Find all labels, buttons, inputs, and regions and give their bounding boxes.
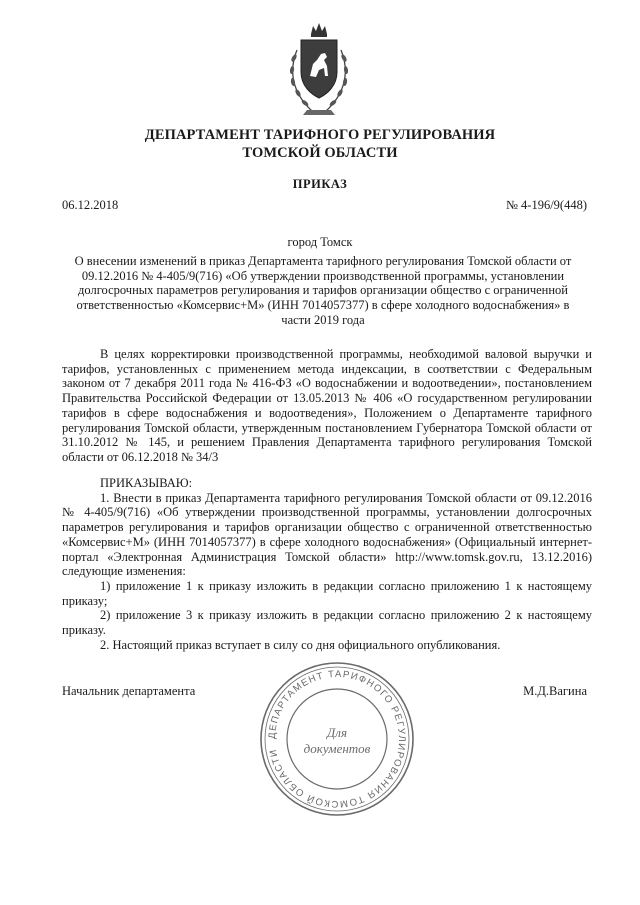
preamble-block bbox=[62, 347, 592, 465]
order-subitem-1: 1) приложение 1 к приказу изложить в редакции согласно приложению 1 к настоящему приказу; bbox=[62, 578, 592, 608]
order-item-1: 1. Внести в приказ Департамента тарифного регулирования Томской области от 09.12.2016 № 4-405/9(716) «Об утверждении производственной программы, установлении долгосрочных параметров регулирования и тарифов организации общество с ограниченной ответственностью «Комсервис+М» (ИНН 7014057377) в сфере холодного водоснабжения» (Официальный интернет-портал «Электронная Администрация Томской области» http://www.tomsk.gov.ru, 13.12.2016) следующие изменения: bbox=[62, 490, 592, 579]
order-block bbox=[62, 476, 592, 652]
department-title-line1: ДЕПАРТАМЕНТ ТАРИФНОГО РЕГУЛИРОВАНИЯ bbox=[144, 127, 496, 143]
preamble-paragraph: В целях корректировки производственной программы, необходимой валовой выручки и тарифов, установленных с применением метода индексации, в соответствии с Федеральным законом от 7 декабря 2011 года № 416-ФЗ «О водоснабжении и водоотведении», постановлением Правительства Российской Федерации от 13.05.2013 № 406 «О государственном регулировании тарифов в сфере водоснабжения и водоотведения», Положением о Департаменте тарифного регулирования Томской области, утвержденным постановлением Губернатора Томской области от 31.10.2012 № 145, и решением Правления Департамента тарифного регулирования Томской области от 06.12.2018 № 34/3 bbox=[62, 347, 592, 464]
order-heading: ПРИКАЗЫВАЮ: bbox=[100, 476, 193, 490]
document-date: 06.12.2018 bbox=[62, 198, 119, 212]
signatory-position: Начальник департамента bbox=[62, 684, 196, 698]
official-seal bbox=[257, 659, 417, 819]
svg-text:ДЕПАРТАМЕНТ ТАРИФНОГО РЕГУЛИРО: ДЕПАРТАМЕНТ ТАРИФНОГО РЕГУЛИРОВАНИЯ ТОМСКОЙ ОБЛАСТИ bbox=[266, 668, 408, 810]
svg-text:документов: документов bbox=[303, 741, 371, 756]
document-city: город Томск bbox=[287, 235, 353, 249]
document-type: ПРИКАЗ bbox=[292, 177, 348, 191]
order-subitem-2: 2) приложение 3 к приказу изложить в редакции согласно приложению 2 к настоящему приказу. bbox=[62, 608, 592, 638]
signatory-name: М.Д.Вагина bbox=[523, 684, 587, 698]
svg-text:Для: Для bbox=[327, 725, 347, 740]
order-item-2: 2. Настоящий приказ вступает в силу со дня официального опубликования. bbox=[100, 637, 501, 652]
document-number: № 4-196/9(448) bbox=[505, 198, 587, 212]
coat-of-arms-icon bbox=[283, 20, 355, 120]
document-subject: О внесении изменений в приказ Департамента тарифного регулирования Томской области от 09.12.2016 № 4-405/9(716) «Об утверждении производственной программы, установлении долгосрочных параметров регулирования и тарифов организации общество с ограниченной ответственностью «Комсервис+М» (ИНН 7014057377) в сфере холодного водоснабжения» в части 2019 года bbox=[74, 254, 572, 327]
department-title-line2: ТОМСКОЙ ОБЛАСТИ bbox=[242, 145, 398, 161]
